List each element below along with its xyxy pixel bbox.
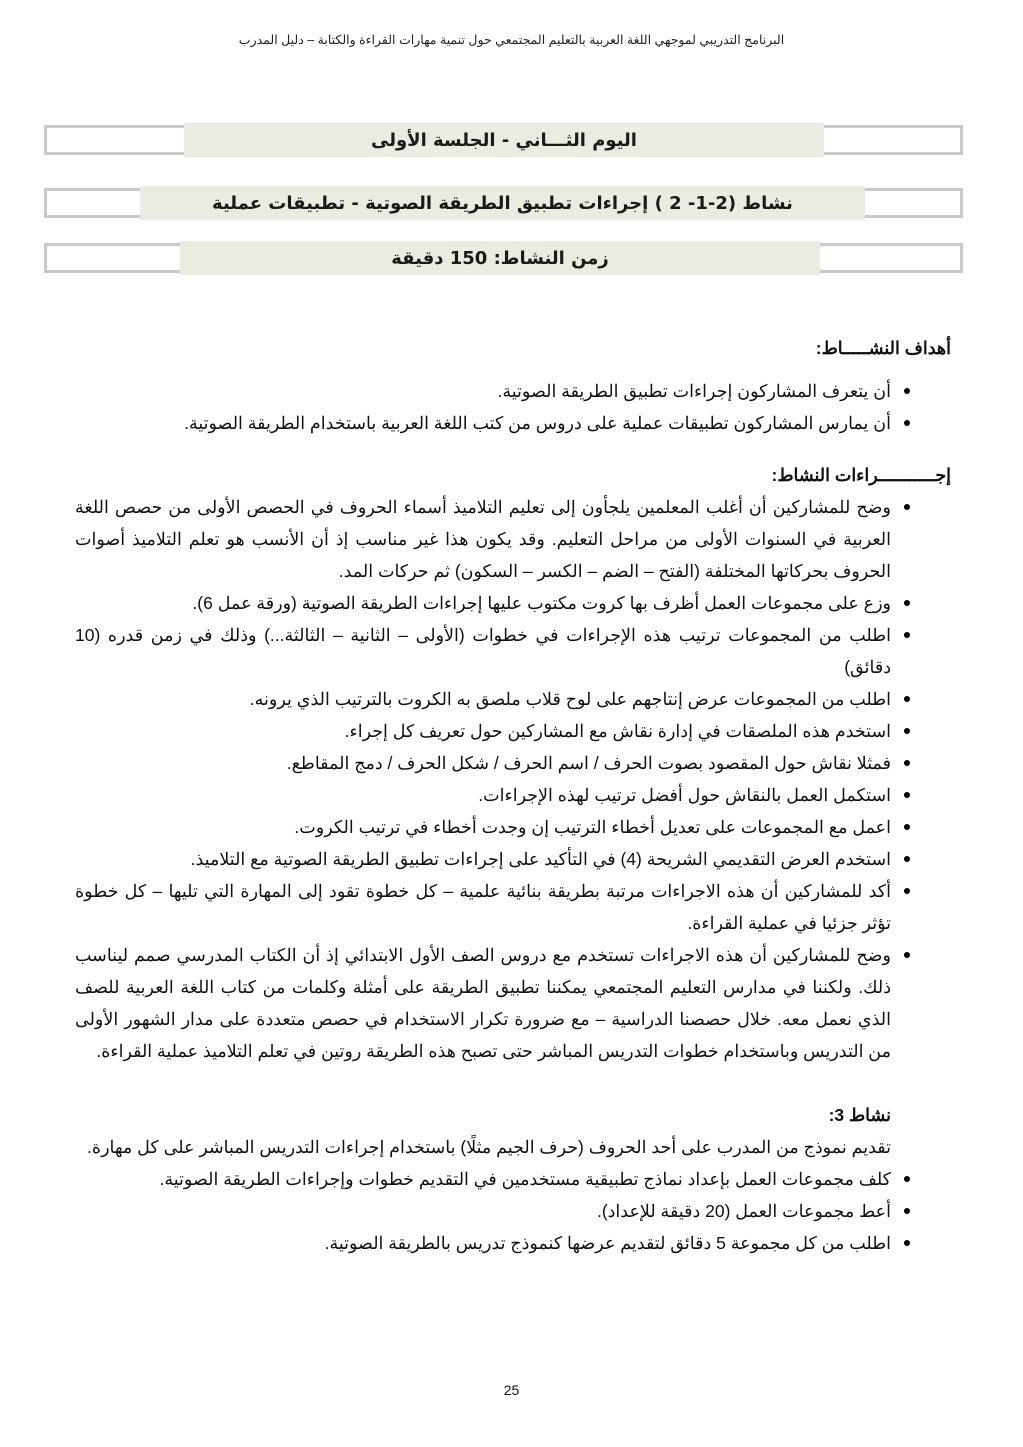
list-item: فمثلا نقاش حول المقصود بصوت الحرف / اسم الحرف / شكل الحرف / دمج المقاطع. xyxy=(75,747,951,779)
session-banner xyxy=(44,125,963,155)
list-item: اطلب من كل مجموعة 5 دقائق لتقديم عرضها كنموذج تدريس بالطريقة الصوتية. xyxy=(75,1227,951,1259)
list-item: اطلب من المجموعات ترتيب هذه الإجراءات في خطوات (الأولى – الثانية – الثالثة...) وذلك في زمن قدره (10 دقائق) xyxy=(75,619,951,683)
list-item: وضح للمشاركين أن هذه الاجراءات تستخدم مع دروس الصف الأول الابتدائي إذ أن الكتاب المدرسي صمم ليناسب ذلك. ولكننا في مدارس التعليم المجتمعي يمكننا تطبيق الطريقة على أمثلة وكلمات من كتاب اللغة العربية للصف الذي نعمل معه. خلال حصصنا الدراسية – مع ضرورة تكرار الاستخدام في حصص متعددة على مدار الشهور الأولى من التدريس وباستخدام خطوات التدريس المباشر حتى تصبح هذه الطريقة روتين في تعلم التلاميذ عملية القراءة. xyxy=(75,939,951,1067)
list-item: أن يمارس المشاركون تطبيقات عملية على دروس من كتب اللغة العربية باستخدام الطريقة الصوتية. xyxy=(75,407,951,439)
list-item: استخدم العرض التقديمي الشريحة (4) في التأكيد على إجراءات تطبيق الطريقة الصوتية مع التلاميذ. xyxy=(75,843,951,875)
activity-title: نشاط (2-1- 2 ) إجراءات تطبيق الطريقة الصوتية - تطبيقات عملية xyxy=(140,186,865,220)
list-item: كلف مجموعات العمل بإعداد نماذج تطبيقية مستخدمين في التقديم خطوات وإجراءات الطريقة الصوتية. xyxy=(75,1163,951,1195)
list-item: وضح للمشاركين أن أغلب المعلمين يلجأون إلى تعليم التلاميذ أسماء الحروف في الحصص الأولى من حصص اللغة العربية في السنوات الأولى من مراحل التعليم. وقد يكون هذا غير مناسب إذ أن الأنسب هو تعلم التلاميذ أصوات الحروف بحركاتها المختلفة (الفتح – الضم – الكسر – السكون) ثم حركات المد. xyxy=(75,491,951,587)
list-item: أعط مجموعات العمل (20 دقيقة للإعداد). xyxy=(75,1195,951,1227)
page-body xyxy=(75,332,951,1259)
list-item: أكد للمشاركين أن هذه الاجراءات مرتبة بطريقة بنائية علمية – كل خطوة تقود إلى المهارة التي تليها – كل خطوة تؤثر جزئيا في عملية القراءة. xyxy=(75,875,951,939)
duration-banner xyxy=(44,243,963,273)
list-item: اطلب من المجموعات عرض إنتاجهم على لوح قلاب ملصق به الكروت بالترتيب الذي يرونه. xyxy=(75,683,951,715)
objectives-heading: أهداف النشـــــاط: xyxy=(815,338,951,358)
list-item: استكمل العمل بالنقاش حول أفضل ترتيب لهذه الإجراءات. xyxy=(75,779,951,811)
procedures-heading: إجـــــــــــراءات النشاط: xyxy=(771,465,951,485)
session-title: اليوم الثـــاني - الجلسة الأولى xyxy=(184,123,824,157)
list-item: اعمل مع المجموعات على تعديل أخطاء الترتيب إن وجدت أخطاء في ترتيب الكروت. xyxy=(75,811,951,843)
list-item: استخدم هذه الملصقات في إدارة نقاش مع المشاركين حول تعريف كل إجراء. xyxy=(75,715,951,747)
page-number: 25 xyxy=(503,1382,520,1398)
activity-duration: زمن النشاط: 150 دقيقة xyxy=(180,241,820,275)
activity3-list xyxy=(75,1163,951,1259)
list-item: أن يتعرف المشاركون إجراءات تطبيق الطريقة الصوتية. xyxy=(75,375,951,407)
activity3-heading: نشاط 3: xyxy=(828,1105,891,1125)
procedures-list xyxy=(75,491,951,1067)
objectives-list xyxy=(75,375,951,439)
list-item: وزع على مجموعات العمل أظرف بها كروت مكتوب عليها إجراءات الطريقة الصوتية (ورقة عمل 6). xyxy=(75,587,951,619)
activity-banner xyxy=(44,188,963,218)
running-header: البرنامج التدريبي لموجهي اللغة العربية بالتعليم المجتمعي حول تنمية مهارات القراءة والكتابة – دليل المدرب xyxy=(238,33,785,47)
activity3-intro: تقديم نموذج من المدرب على أحد الحروف (حرف الجيم مثلًا) باستخدام إجراءات التدريس المباشر على كل مهارة. xyxy=(87,1137,891,1157)
